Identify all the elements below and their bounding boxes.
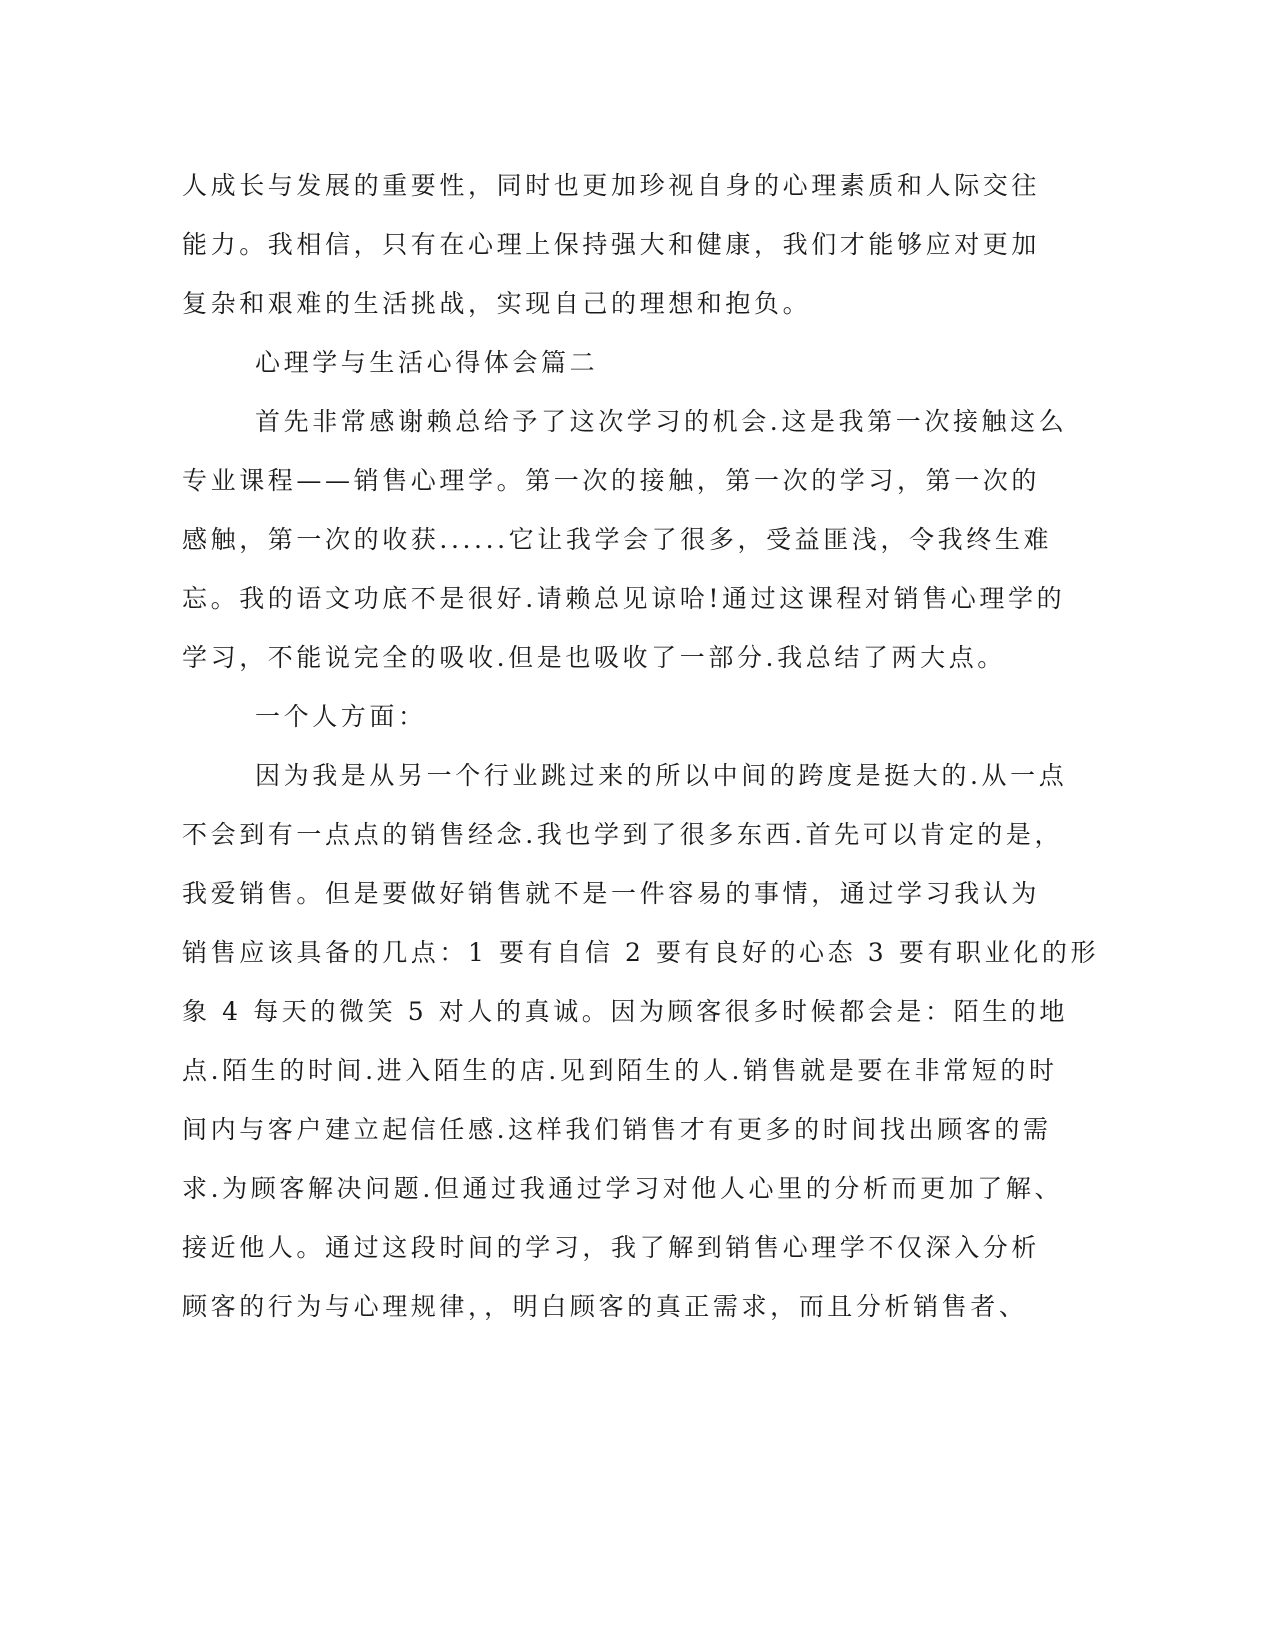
text-line: 复杂和艰难的生活挑战，实现自己的理想和抱负。 <box>182 289 812 318</box>
text-line: 人成长与发展的重要性，同时也更加珍视自身的心理素质和人际交往 <box>182 171 1041 200</box>
text-line: 间内与客户建立起信任感.这样我们销售才有更多的时间找出顾客的需 <box>182 1115 1052 1144</box>
text-line: 顾客的行为与心理规律，，明白顾客的真正需求，而且分析销售者、 <box>182 1292 1028 1321</box>
paragraph-first-line: 因为我是从另一个行业跳过来的所以中间的跨度是挺大的.从一点 <box>255 761 1068 790</box>
text-line: 学习，不能说完全的吸收.但是也吸收了一部分.我总结了两大点。 <box>182 643 1006 672</box>
text-line: 求.为顾客解决问题.但通过我通过学习对他人心里的分析而更加了解、 <box>182 1174 1064 1203</box>
text-line: 销售应该具备的几点：1 要有自信 2 要有良好的心态 3 要有职业化的形 <box>182 938 1100 967</box>
text-line: 不会到有一点点的销售经念.我也学到了很多东西.首先可以肯定的是， <box>182 820 1064 849</box>
text-line: 感触，第一次的收获......它让我学会了很多，受益匪浅，令我终生难 <box>182 525 1053 554</box>
text-line: 忘。我的语文功底不是很好.请赖总见谅哈!通过这课程对销售心理学的 <box>182 584 1066 613</box>
text-line: 点.陌生的时间.进入陌生的店.见到陌生的人.销售就是要在非常短的时 <box>182 1056 1058 1085</box>
text-line: 象 4 每天的微笑 5 对人的真诚。因为顾客很多时候都会是：陌生的地 <box>182 997 1069 1026</box>
subsection-heading: 一个人方面： <box>255 702 427 731</box>
section-heading: 心理学与生活心得体会篇二 <box>255 348 599 377</box>
document-body <box>182 156 1100 1336</box>
paragraph-first-line: 首先非常感谢赖总给予了这次学习的机会.这是我第一次接触这么 <box>255 407 1068 436</box>
text-line: 能力。我相信，只有在心理上保持强大和健康，我们才能够应对更加 <box>182 230 1041 259</box>
text-line: 专业课程——销售心理学。第一次的接触，第一次的学习，第一次的 <box>182 466 1041 495</box>
text-line: 我爱销售。但是要做好销售就不是一件容易的事情，通过学习我认为 <box>182 879 1041 908</box>
text-line: 接近他人。通过这段时间的学习，我了解到销售心理学不仅深入分析 <box>182 1233 1041 1262</box>
